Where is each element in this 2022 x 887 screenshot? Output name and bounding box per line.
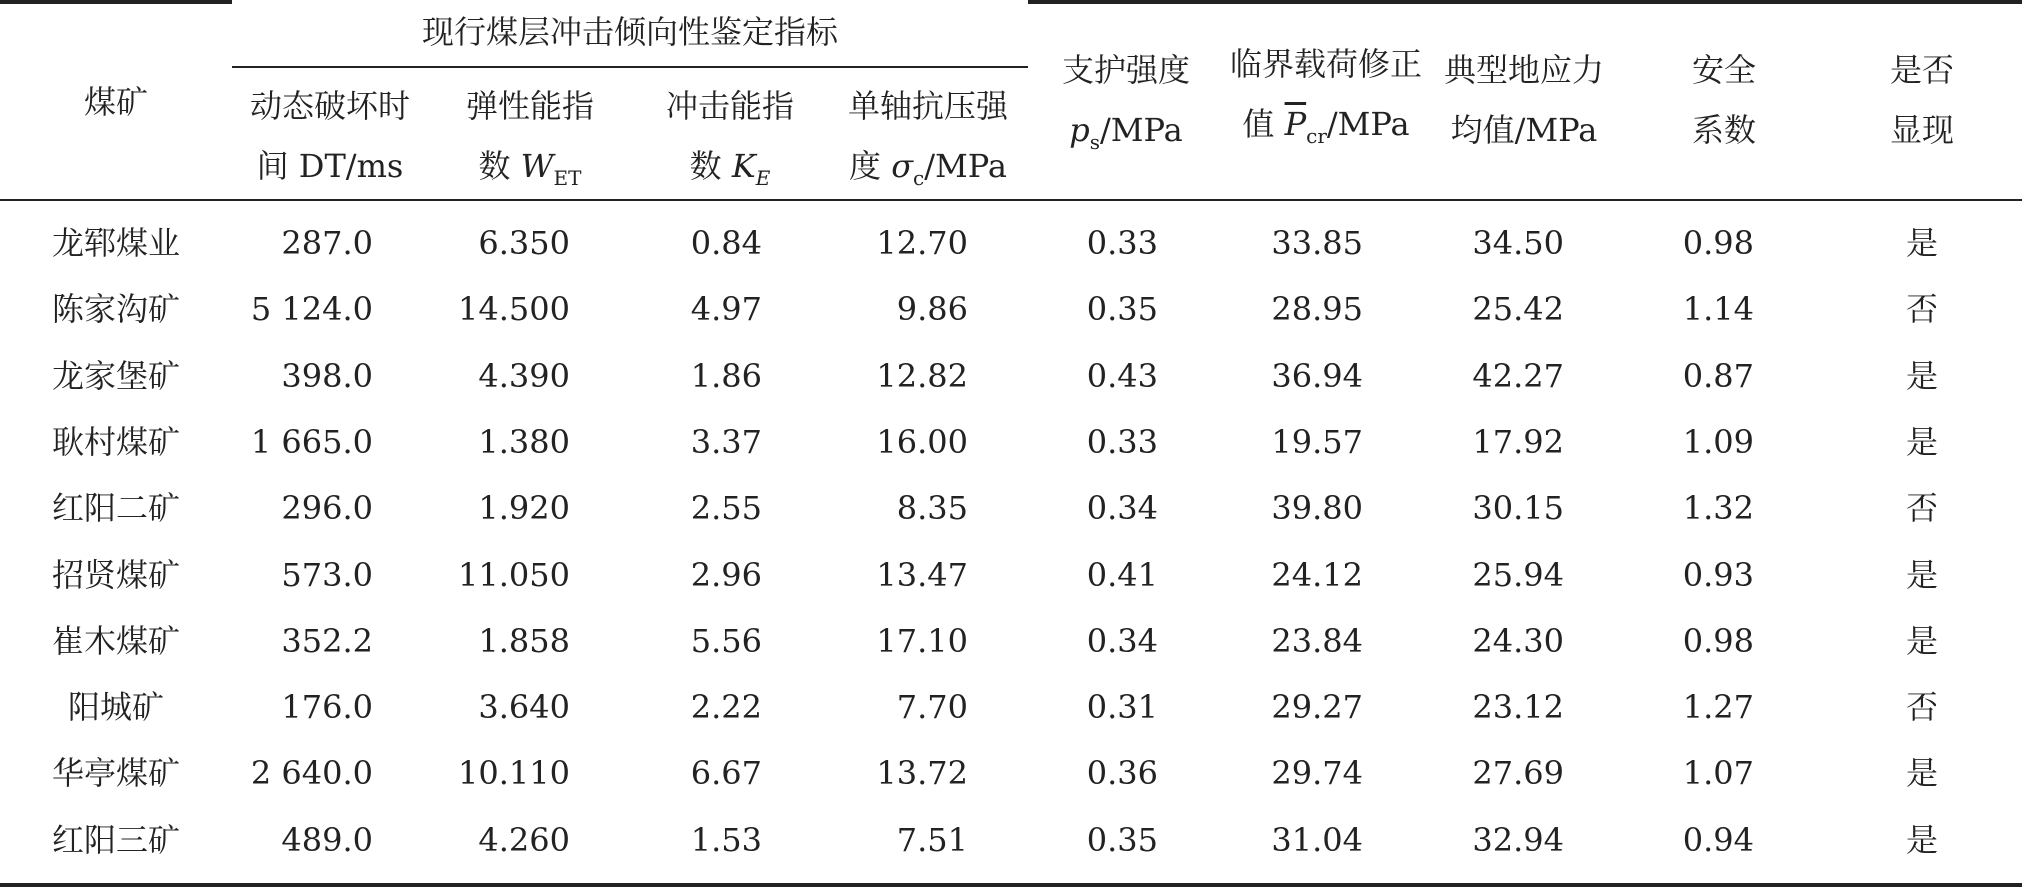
- cell-mine: 龙家堡矿: [51, 356, 181, 395]
- cell-dt: 2 640.0: [250, 754, 373, 793]
- header-safety: [1692, 40, 1756, 160]
- cell-ucs: 17.10: [876, 621, 968, 660]
- cell-shown: 是: [1905, 555, 1939, 594]
- cell-safety: 1.09: [1682, 422, 1754, 461]
- cell-pcr: 28.95: [1271, 290, 1363, 329]
- header-ke-prefix: 数: [689, 147, 732, 185]
- cell-wet: 4.260: [478, 820, 570, 859]
- header-ps: [1062, 40, 1190, 172]
- cell-stress: 42.27: [1472, 356, 1564, 395]
- header-wet-symbol: W: [520, 147, 554, 185]
- cell-wet: 1.858: [478, 621, 570, 660]
- cell-safety: 1.27: [1682, 688, 1754, 727]
- cell-pcr: 33.85: [1271, 224, 1363, 262]
- cell-dt: 489.0: [281, 820, 373, 859]
- header-ke-sub: E: [755, 166, 771, 190]
- cell-ke: 3.37: [690, 422, 762, 461]
- cell-mine: 耿村煤矿: [51, 422, 181, 461]
- top-rule-right: [1028, 0, 2022, 4]
- cell-safety: 0.87: [1682, 356, 1754, 395]
- cell-ps: 0.34: [1086, 489, 1158, 528]
- cell-ps: 0.33: [1086, 422, 1158, 461]
- cell-pcr: 36.94: [1271, 356, 1363, 395]
- cell-safety: 0.94: [1682, 820, 1754, 859]
- cell-ps: 0.31: [1086, 688, 1158, 727]
- cell-ps: 0.41: [1086, 555, 1158, 594]
- header-pcr: [1230, 34, 1422, 166]
- header-shown-line1: 是否: [1889, 51, 1955, 89]
- group-underline: [232, 66, 1028, 68]
- cell-dt: 296.0: [281, 489, 373, 528]
- cell-wet: 11.050: [458, 555, 570, 594]
- cell-shown: 是: [1905, 820, 1939, 859]
- cell-shown: 是: [1905, 621, 1939, 660]
- cell-mine: 龙郓煤业: [51, 224, 181, 262]
- cell-stress: 34.50: [1472, 224, 1564, 262]
- cell-stress: 30.15: [1472, 489, 1564, 528]
- cell-wet: 1.920: [478, 489, 570, 528]
- header-pcr-sub: cr: [1306, 124, 1327, 148]
- header-mine: 煤矿: [83, 83, 149, 121]
- cell-safety: 1.32: [1682, 489, 1754, 528]
- header-pcr-line1: 临界载荷修正: [1229, 45, 1423, 83]
- cell-pcr: 29.27: [1271, 688, 1363, 727]
- cell-ucs: 7.70: [896, 688, 968, 727]
- cell-ke: 2.22: [690, 688, 762, 727]
- cell-ke: 1.86: [690, 356, 762, 395]
- header-stress: [1444, 40, 1604, 160]
- cell-mine: 华亭煤矿: [51, 754, 181, 793]
- table-bottom-rule: [0, 883, 2022, 887]
- cell-ke: 1.53: [690, 820, 762, 859]
- header-ucs-line1: 单轴抗压强: [847, 87, 1009, 125]
- cell-dt: 1 665.0: [250, 422, 373, 461]
- cell-shown: 是: [1905, 422, 1939, 461]
- cell-mine: 招贤煤矿: [51, 555, 181, 594]
- header-wet-prefix: 数: [478, 147, 521, 185]
- header-ps-symbol: p: [1069, 111, 1090, 149]
- cell-ps: 0.33: [1086, 224, 1158, 262]
- header-shown-line2: 显现: [1889, 111, 1955, 149]
- header-wet: [466, 76, 594, 208]
- cell-stress: 24.30: [1472, 621, 1564, 660]
- header-ke: [666, 76, 794, 208]
- cell-wet: 6.350: [478, 224, 570, 262]
- cell-ps: 0.35: [1086, 290, 1158, 329]
- header-ucs-sub: c: [913, 166, 925, 190]
- cell-stress: 25.42: [1472, 290, 1564, 329]
- cell-mine: 阳城矿: [67, 688, 165, 727]
- cell-pcr: 19.57: [1271, 422, 1363, 461]
- cell-safety: 1.14: [1682, 290, 1754, 329]
- header-ke-line1: 冲击能指: [665, 87, 795, 125]
- header-ps-unit: /MPa: [1100, 111, 1183, 149]
- cell-pcr: 31.04: [1271, 820, 1363, 859]
- header-ucs: [848, 76, 1008, 208]
- header-pcr-prefix: 值: [1242, 105, 1285, 143]
- cell-pcr: 24.12: [1271, 555, 1363, 594]
- cell-pcr: 29.74: [1271, 754, 1363, 793]
- cell-ke: 2.96: [690, 555, 762, 594]
- cell-ucs: 12.70: [876, 224, 968, 262]
- cell-ucs: 12.82: [876, 356, 968, 395]
- header-dt-line2: 间 DT/ms: [256, 147, 404, 185]
- header-wet-line1: 弹性能指: [465, 87, 595, 125]
- header-pcr-symbol: $\overline{P}$: [1284, 105, 1307, 143]
- cell-ke: 6.67: [690, 754, 762, 793]
- header-bottom-rule: [0, 199, 2022, 201]
- cell-ke: 2.55: [690, 489, 762, 528]
- cell-ucs: 9.86: [896, 290, 968, 329]
- cell-mine: 红阳二矿: [51, 489, 181, 528]
- cell-dt: 573.0: [281, 555, 373, 594]
- cell-stress: 27.69: [1472, 754, 1564, 793]
- cell-stress: 17.92: [1472, 422, 1564, 461]
- cell-safety: 0.98: [1682, 224, 1754, 262]
- cell-ke: 4.97: [690, 290, 762, 329]
- cell-ps: 0.36: [1086, 754, 1158, 793]
- header-wet-sub: ET: [553, 166, 582, 190]
- header-safety-line1: 安全: [1691, 51, 1757, 89]
- header-ucs-prefix: 度: [849, 147, 892, 185]
- header-pcr-unit: /MPa: [1326, 105, 1410, 143]
- cell-safety: 1.07: [1682, 754, 1754, 793]
- cell-dt: 398.0: [281, 356, 373, 395]
- cell-stress: 25.94: [1472, 555, 1564, 594]
- cell-shown: 否: [1905, 290, 1939, 329]
- cell-dt: 176.0: [281, 688, 373, 727]
- cell-ucs: 13.72: [876, 754, 968, 793]
- cell-ucs: 13.47: [876, 555, 968, 594]
- cell-dt: 287.0: [281, 224, 373, 262]
- cell-mine: 红阳三矿: [51, 820, 181, 859]
- header-ucs-unit: /MPa: [924, 147, 1007, 185]
- header-stress-line2: 均值/MPa: [1450, 111, 1598, 149]
- cell-ps: 0.35: [1086, 820, 1158, 859]
- top-rule-left: [0, 0, 232, 4]
- cell-ucs: 8.35: [896, 489, 968, 528]
- cell-pcr: 39.80: [1271, 489, 1363, 528]
- cell-shown: 否: [1905, 489, 1939, 528]
- group-header: 现行煤层冲击倾向性鉴定指标: [421, 13, 839, 51]
- cell-safety: 0.98: [1682, 621, 1754, 660]
- header-dt-line1: 动态破坏时: [249, 87, 411, 125]
- cell-ps: 0.43: [1086, 356, 1158, 395]
- cell-dt: 352.2: [281, 621, 373, 660]
- header-shown: [1890, 40, 1954, 160]
- header-ke-symbol: K: [731, 147, 756, 185]
- cell-wet: 14.500: [458, 290, 570, 329]
- header-ucs-symbol: σ: [891, 147, 914, 185]
- cell-ke: 0.84: [690, 224, 762, 262]
- cell-shown: 否: [1905, 688, 1939, 727]
- cell-wet: 10.110: [458, 754, 570, 793]
- header-dt: [250, 76, 410, 196]
- cell-wet: 1.380: [478, 422, 570, 461]
- cell-mine: 崔木煤矿: [51, 621, 181, 660]
- cell-wet: 4.390: [478, 356, 570, 395]
- cell-stress: 23.12: [1472, 688, 1564, 727]
- header-stress-line1: 典型地应力: [1443, 51, 1605, 89]
- cell-dt: 5 124.0: [250, 290, 373, 329]
- cell-shown: 是: [1905, 356, 1939, 395]
- cell-ps: 0.34: [1086, 621, 1158, 660]
- cell-safety: 0.93: [1682, 555, 1754, 594]
- cell-stress: 32.94: [1472, 820, 1564, 859]
- cell-ucs: 7.51: [896, 820, 968, 859]
- header-safety-line2: 系数: [1691, 111, 1757, 149]
- cell-wet: 3.640: [478, 688, 570, 727]
- cell-mine: 陈家沟矿: [51, 290, 181, 329]
- cell-shown: 是: [1905, 224, 1939, 262]
- header-ps-sub: s: [1089, 130, 1101, 154]
- cell-ke: 5.56: [690, 621, 762, 660]
- header-ps-line1: 支护强度: [1061, 51, 1191, 89]
- cell-ucs: 16.00: [876, 422, 968, 461]
- cell-pcr: 23.84: [1271, 621, 1363, 660]
- cell-shown: 是: [1905, 754, 1939, 793]
